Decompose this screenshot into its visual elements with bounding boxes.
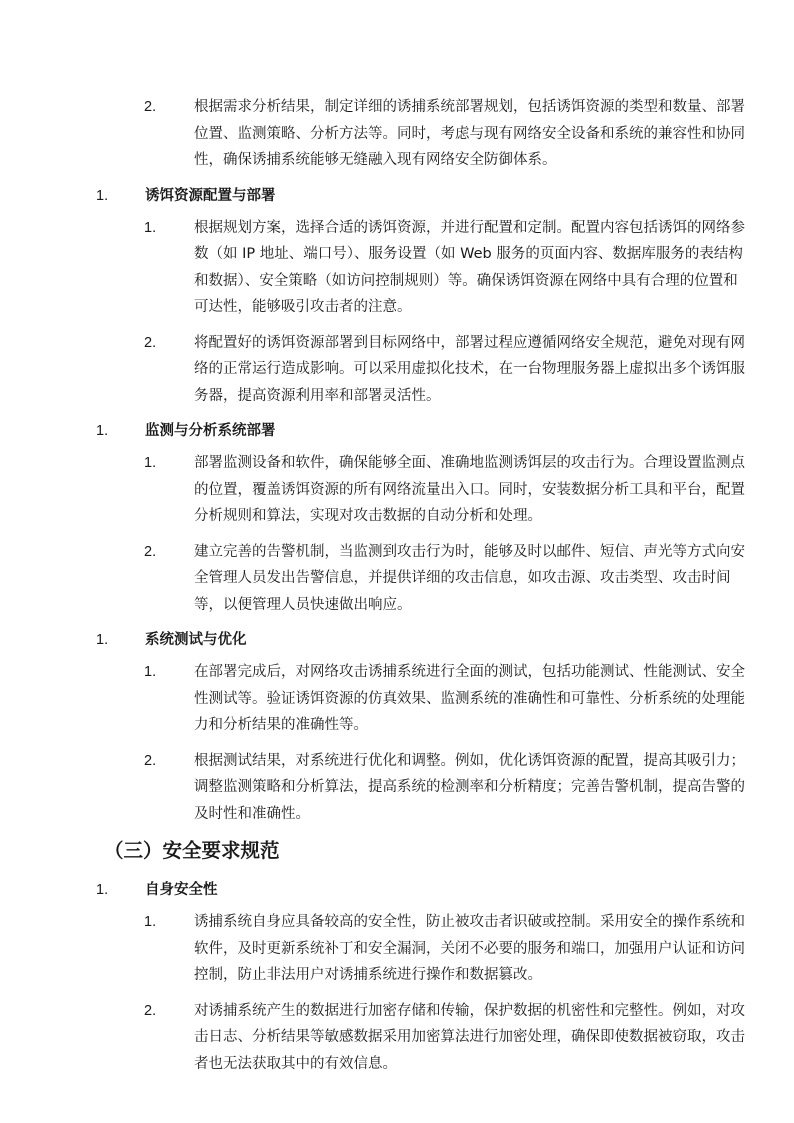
list-number: 1. — [144, 664, 157, 680]
section-title-text: 诱饵资源配置与部署 — [145, 187, 276, 204]
paragraph-text: 建立完善的告警机制，当监测到攻击行为时，能够及时以邮件、短信、声光等方式向安全管理人员发出告警信息，并提供详细的攻击信息，如攻击源、攻击类型、攻击时间等，以便管理人员快速做出响应。 — [194, 543, 745, 613]
paragraph-text: 根据规划方案，选择合适的诱饵资源，并进行配置和定制。配置内容包括诱饵的网络参数（如 IP 地址、端口号）、服务设置（如 Web 服务的页面内容、数据库服务的表结构和数据）、安全策略（如访问控制规则）等。确保诱饵资源在网络中具有合理的位置和可达性，能够吸引攻击者的注意。 — [194, 219, 745, 315]
list-item — [144, 998, 750, 1078]
section-title — [96, 877, 794, 903]
list-item — [144, 215, 750, 321]
list-number: 1. — [144, 219, 157, 236]
paragraph-text: 将配置好的诱饵资源部署到目标网络中，部署过程应遵循网络安全规范，避免对现有网络的正常运行造成影响。可以采用虚拟化技术，在一台物理服务器上虚拟出多个诱饵服务器，提高资源利用率和部署灵活性。 — [194, 334, 745, 404]
list-item — [144, 330, 750, 410]
chapter-heading: （三）安全要求规范 — [104, 839, 280, 862]
section-number: 1. — [96, 632, 109, 648]
paragraph-text: 根据测试结果，对系统进行优化和调整。例如，优化诱饵资源的配置，提高其吸引力；调整监测策略和分析算法，提高系统的检测率和分析精度；完善告警机制，提高告警的及时性和准确性。 — [194, 752, 745, 822]
list-item — [144, 94, 750, 174]
list-number: 2. — [144, 99, 157, 115]
section-number: 1. — [96, 187, 109, 204]
section-title — [96, 627, 794, 653]
list-number: 1. — [144, 455, 157, 471]
list-number: 2. — [144, 752, 157, 769]
list-number: 2. — [144, 543, 157, 560]
paragraph-text: 部署监测设备和软件，确保能够全面、准确地监测诱饵层的攻击行为。合理设置监测点的位置，覆盖诱饵资源的所有网络流量出入口。同时，安装数据分析工具和平台，配置分析规则和算法，实现对攻击数据的自动分析和处理。 — [194, 455, 745, 524]
list-number: 1. — [144, 914, 157, 930]
section-title-text: 监测与分析系统部署 — [145, 423, 276, 439]
paragraph-text: 根据需求分析结果，制定详细的诱捕系统部署规划，包括诱饵资源的类型和数量、部署位置、监测策略、分析方法等。同时，考虑与现有网络安全设备和系统的兼容性和协同性，确保诱捕系统能够无缝融入现有网络安全防御体系。 — [194, 99, 745, 168]
section-title — [96, 418, 794, 444]
list-item — [144, 909, 750, 989]
section-number: 1. — [96, 882, 109, 898]
section-number: 1. — [96, 423, 109, 439]
section-title — [96, 183, 794, 209]
paragraph-text: 对诱捕系统产生的数据进行加密存储和传输，保护数据的机密性和完整性。例如，对攻击日志、分析结果等敏感数据采用加密算法进行加密处理，确保即使数据被窃取，攻击者也无法获取其中的有效信息。 — [194, 1002, 745, 1072]
paragraph-text: 在部署完成后，对网络攻击诱捕系统进行全面的测试，包括功能测试、性能测试、安全性测试等。验证诱饵资源的仿真效果、监测系统的准确性和可靠性、分析系统的处理能力和分析结果的准确性等。 — [194, 664, 745, 733]
list-number: 2. — [144, 334, 157, 351]
paragraph-text: 诱捕系统自身应具备较高的安全性，防止被攻击者识破或控制。采用安全的操作系统和软件，及时更新系统补丁和安全漏洞，关闭不必要的服务和端口，加强用户认证和访问控制，防止非法用户对诱捕系统进行操作和数据篡改。 — [194, 914, 745, 983]
list-item — [144, 748, 750, 828]
list-item — [144, 539, 750, 619]
list-number: 2. — [144, 1002, 157, 1019]
section-title-text: 自身安全性 — [145, 882, 218, 898]
section-title-text: 系统测试与优化 — [145, 632, 247, 648]
list-item — [144, 659, 750, 739]
list-item — [144, 450, 750, 530]
